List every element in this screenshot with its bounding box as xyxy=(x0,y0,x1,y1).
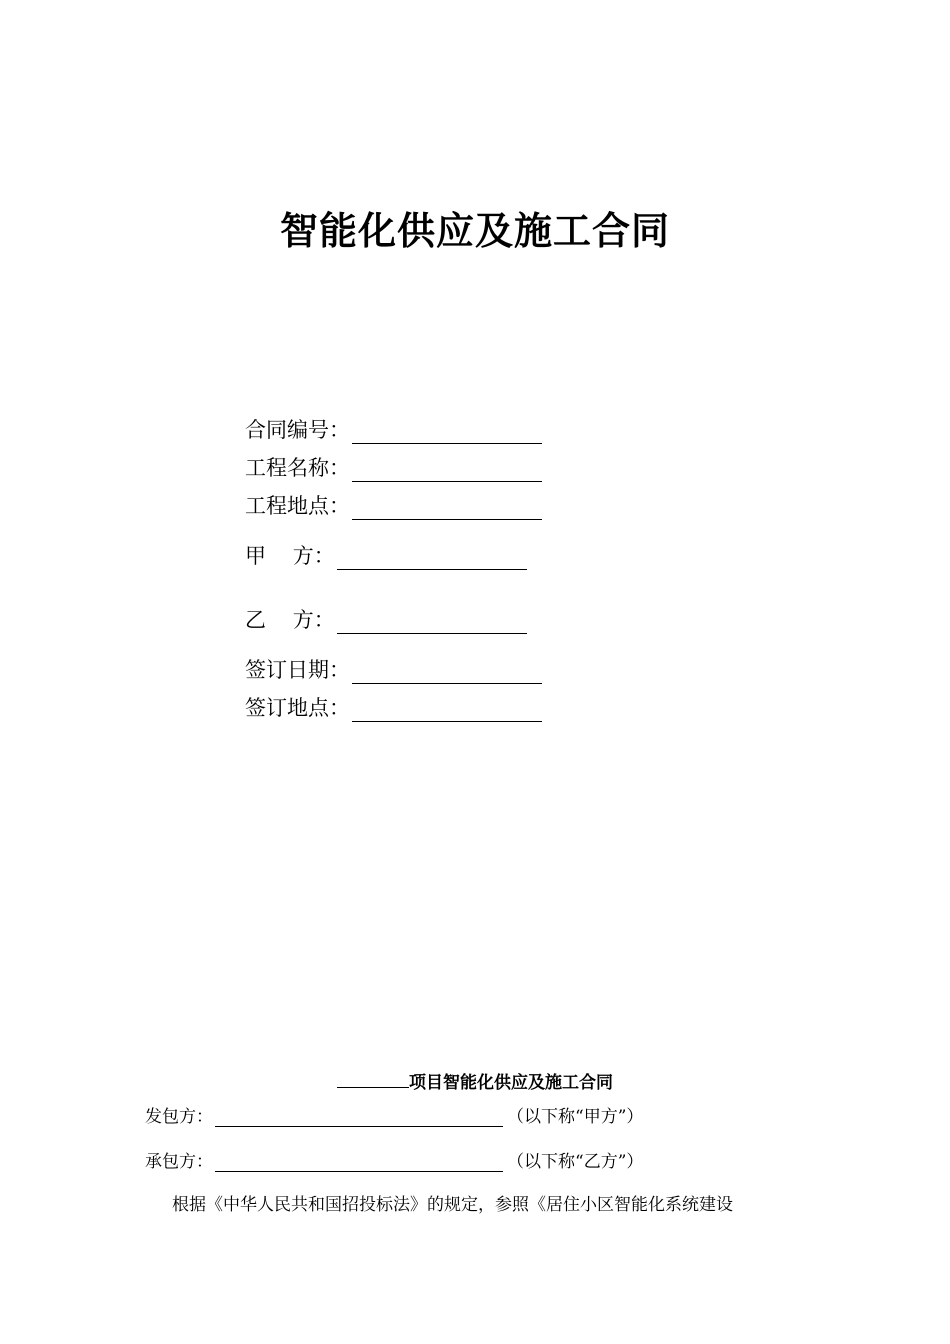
fill-in-blank xyxy=(215,1108,503,1127)
field-contract-number xyxy=(245,414,542,444)
field-label: 合同编号： xyxy=(245,418,350,442)
field-label: 工程地点： xyxy=(245,494,350,518)
fill-in-blank xyxy=(352,421,542,444)
party-a-line xyxy=(145,1102,643,1127)
field-label: 乙 方： xyxy=(245,608,335,632)
subtitle-text: 项目智能化供应及施工合同 xyxy=(409,1073,613,1093)
fill-in-blank xyxy=(352,699,542,722)
fill-in-blank xyxy=(337,611,527,634)
field-party-a xyxy=(245,540,527,570)
section-subtitle xyxy=(0,1068,950,1093)
party-a-suffix: （以下称“甲方”） xyxy=(507,1107,644,1127)
fill-in-blank xyxy=(215,1153,503,1172)
fill-in-blank xyxy=(352,661,542,684)
field-label: 工程名称： xyxy=(245,456,350,480)
field-signing-location xyxy=(245,692,542,722)
field-project-name xyxy=(245,452,542,482)
fill-in-blank xyxy=(352,459,542,482)
field-label: 甲 方： xyxy=(245,544,335,568)
document-title: 智能化供应及施工合同 xyxy=(279,209,670,253)
party-b-suffix: （以下称“乙方”） xyxy=(507,1152,644,1172)
party-b-line xyxy=(145,1147,643,1172)
body-paragraph: 根据《中华人民共和国招投标法》的规定，参照《居住小区智能化系统建设 xyxy=(172,1195,733,1215)
field-party-b xyxy=(245,604,527,634)
fill-in-blank xyxy=(337,1071,409,1088)
field-label: 签订日期： xyxy=(245,658,350,682)
field-label: 签订地点： xyxy=(245,696,350,720)
fill-in-blank xyxy=(337,547,527,570)
party-b-label: 承包方： xyxy=(145,1152,213,1172)
field-signing-date xyxy=(245,654,542,684)
fill-in-blank xyxy=(352,497,542,520)
party-a-label: 发包方： xyxy=(145,1107,213,1127)
field-project-location xyxy=(245,490,542,520)
